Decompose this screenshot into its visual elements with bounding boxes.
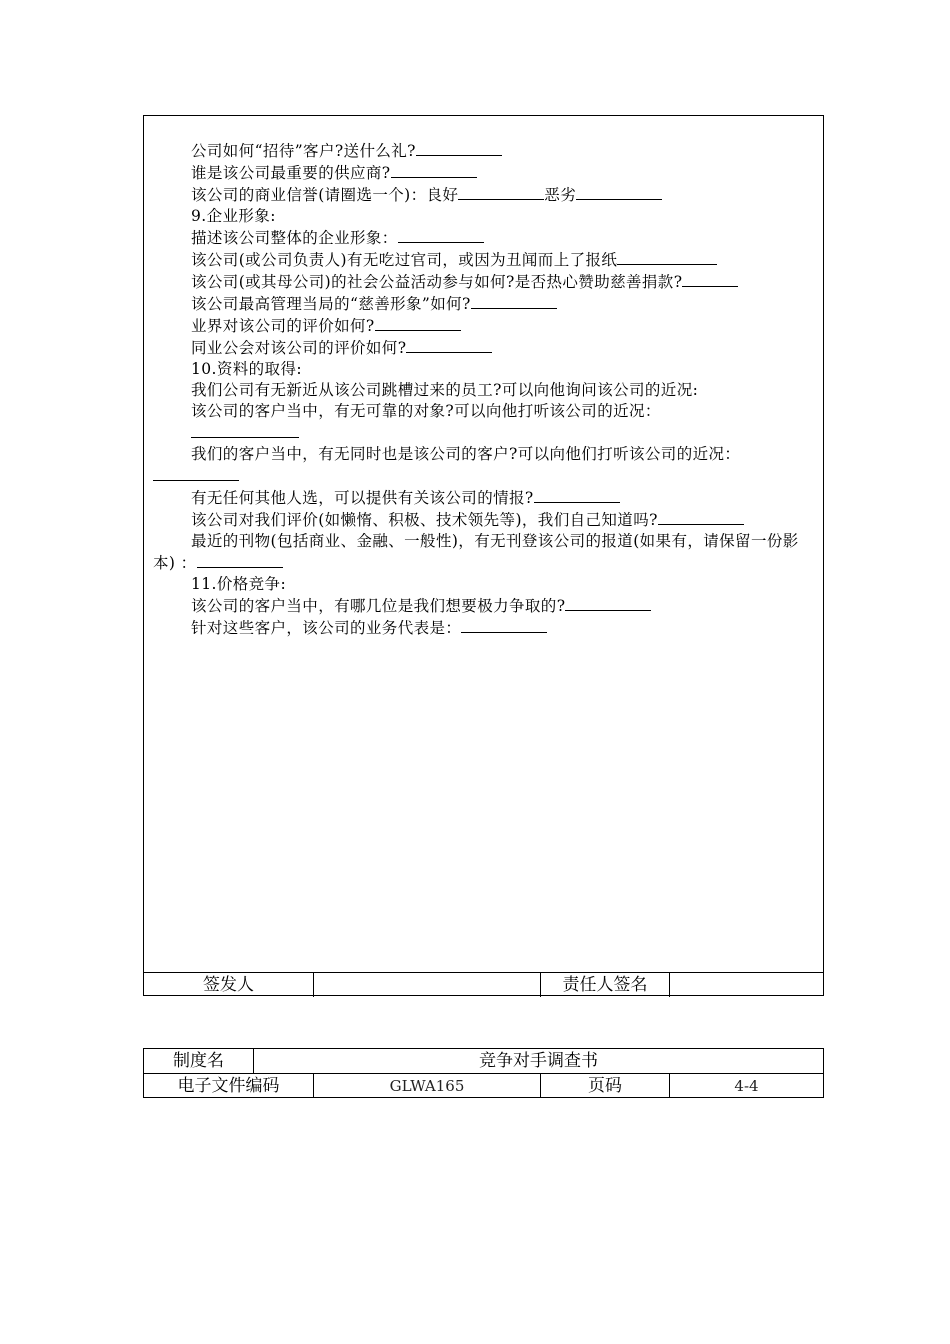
- answer-blank[interactable]: [471, 293, 557, 309]
- question-line: [153, 444, 813, 487]
- answer-blank[interactable]: [658, 509, 744, 525]
- question-line: [153, 140, 813, 162]
- answer-blank[interactable]: [375, 315, 461, 331]
- system-name-value: 竞争对手调查书: [479, 1051, 598, 1071]
- answer-blank[interactable]: [406, 337, 492, 353]
- answer-blank[interactable]: [398, 227, 484, 243]
- questionnaire-frame: [143, 115, 824, 996]
- answer-blank[interactable]: [416, 140, 502, 156]
- question-text: 公司如何“招待”客户?送什么礼?: [191, 142, 416, 160]
- answer-blank[interactable]: [682, 271, 738, 287]
- issuer-label: 签发人: [144, 973, 314, 997]
- question-line: [153, 509, 813, 531]
- issuer-signature-field[interactable]: [314, 973, 541, 997]
- question-text: 该公司对我们评价(如懒惰、积极、技术领先等)，我们自己知道吗?: [191, 511, 658, 529]
- question-line: [153, 531, 813, 574]
- responsible-signature-label: 责任人签名: [541, 973, 670, 997]
- question-line: [153, 595, 813, 617]
- question-line: [153, 380, 813, 401]
- section-heading: 9.企业形象:: [191, 207, 276, 225]
- answer-blank[interactable]: [617, 249, 717, 265]
- signature-row: [144, 972, 823, 997]
- question-text: 有无任何其他人选，可以提供有关该公司的情报?: [191, 489, 534, 507]
- answer-blank[interactable]: [458, 184, 544, 200]
- answer-blank[interactable]: [461, 617, 547, 633]
- section-heading: 10.资料的取得:: [191, 360, 302, 378]
- question-text: 最近的刊物(包括商业、金融、一般性)，有无刊登该公司的报道(如果有，请保留一份影本) ：: [153, 532, 799, 572]
- question-text: 针对这些客户，该公司的业务代表是：: [191, 619, 462, 637]
- footer-row-file: [144, 1074, 823, 1098]
- section-heading: 11.价格竞争:: [191, 575, 287, 593]
- question-text: 恶劣: [544, 186, 577, 204]
- footer-row-system: [144, 1049, 823, 1074]
- question-text: 同业公会对该公司的评价如何?: [191, 339, 407, 357]
- question-line: [153, 315, 813, 337]
- page-label: 页码: [541, 1074, 670, 1098]
- question-line: [153, 162, 813, 184]
- answer-blank[interactable]: [191, 422, 299, 438]
- question-line: [153, 293, 813, 315]
- answer-blank[interactable]: [153, 465, 239, 481]
- question-text: 该公司最高管理当局的“慈善形象”如何?: [191, 295, 471, 313]
- question-line: [153, 271, 813, 293]
- question-line: [153, 401, 731, 444]
- answer-blank[interactable]: [391, 162, 477, 178]
- question-text: 该公司的客户当中，有无可靠的对象?可以向他打听该公司的近况：: [191, 402, 661, 420]
- questionnaire-content: [153, 140, 813, 639]
- question-text: 描述该公司整体的企业形象：: [191, 229, 398, 247]
- question-text: 该公司的客户当中，有哪几位是我们想要极力争取的?: [191, 597, 566, 615]
- file-code-label: 电子文件编码: [144, 1074, 314, 1098]
- question-line: [153, 617, 813, 639]
- file-code-value: GLWA165: [314, 1074, 541, 1098]
- question-text: 该公司(或其母公司)的社会公益活动参与如何?是否热心赞助慈善捐款?: [191, 273, 683, 291]
- answer-blank[interactable]: [565, 595, 651, 611]
- question-line: [153, 487, 813, 509]
- question-text: 该公司的商业信誉(请圈选一个)：良好: [191, 186, 459, 204]
- question-text: 业界对该公司的评价如何?: [191, 317, 375, 335]
- question-text: 我们的客户当中，有无同时也是该公司的客户?可以向他们打听该公司的近况：: [191, 445, 741, 463]
- question-line: [153, 184, 813, 206]
- question-line: [153, 227, 813, 249]
- question-text: 谁是该公司最重要的供应商?: [191, 164, 391, 182]
- question-text: 我们公司有无新近从该公司跳槽过来的员工?可以向他询问该公司的近况:: [191, 381, 699, 399]
- question-text: 该公司(或公司负责人)有无吃过官司，或因为丑闻而上了报纸: [191, 251, 618, 269]
- answer-blank[interactable]: [534, 487, 620, 503]
- question-line: [153, 337, 813, 359]
- answer-blank[interactable]: [197, 552, 283, 568]
- answer-blank[interactable]: [576, 184, 662, 200]
- question-line: [153, 249, 813, 271]
- system-name-label: 制度名: [144, 1049, 254, 1073]
- responsible-signature-field[interactable]: [670, 973, 823, 997]
- page-value: 4-4: [734, 1077, 759, 1095]
- footer-table: [143, 1048, 824, 1098]
